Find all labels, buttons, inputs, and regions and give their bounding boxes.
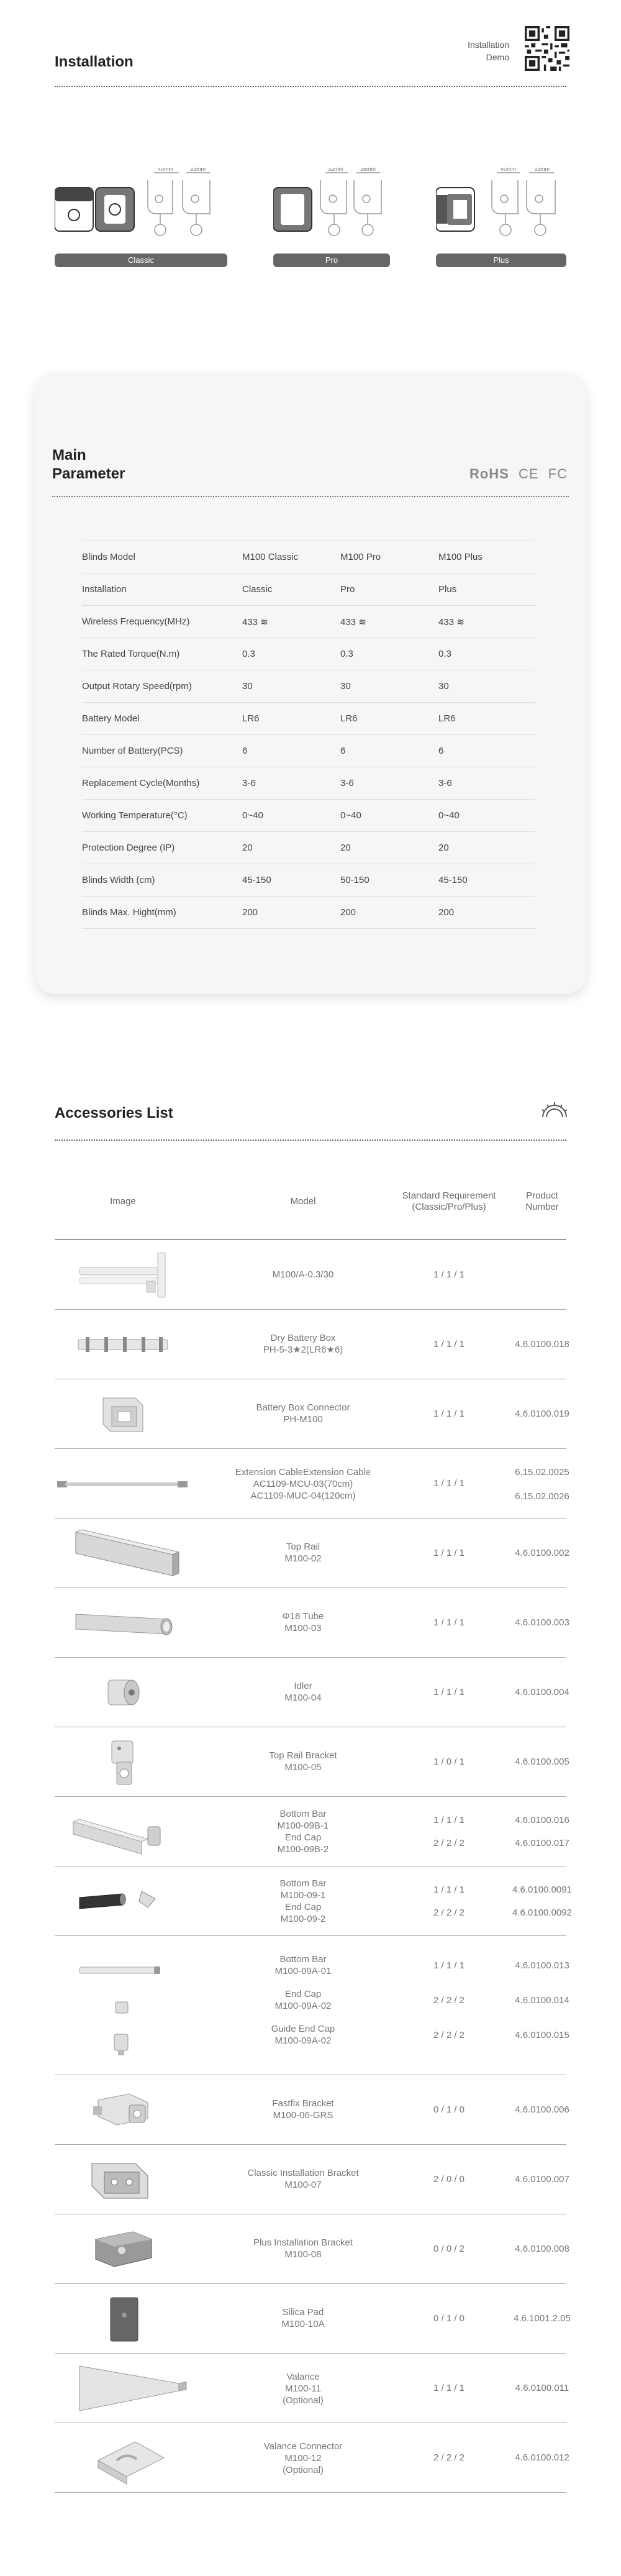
header-image: Image [110,1196,136,1207]
pro-label-bar: Pro [273,253,390,267]
model-cell: Classic Installation Bracket M100-07 [247,2168,359,2190]
standard-cell: 1 / 1 / 1 [433,1617,465,1628]
standard-cell: 0 / 0 / 2 [433,2244,465,2254]
product-number-cell: 4.6.0100.007 [515,2174,569,2185]
standard-cell: 1 / 1 / 1 2 / 2 / 2 [433,1815,465,1848]
standard-cell: 1 / 1 / 1 [433,1478,465,1489]
valance-image [55,2354,191,2423]
model-cell: Bottom Bar M100-09B-1 End Cap M100-09B-2 [277,1809,329,1855]
certification-marks [469,466,568,482]
standard-cell: 1 / 1 / 1 2 / 2 / 2 2 / 2 / 2 [433,1960,465,2040]
model-cell: Top Rail Bracket M100-05 [269,1750,337,1773]
model-cell: Valance Connector M100-12 (Optional) [263,2441,343,2475]
svg-text:32mm: 32mm [328,168,344,172]
table-row [55,1379,569,1449]
pro-bracket-diagram [273,168,390,252]
installation-diagram-plus [436,168,566,267]
model-cell: Top Rail M100-02 [284,1541,322,1564]
sunrise-icon [540,1101,569,1118]
accessories-divider [55,1140,566,1141]
table-row [55,1727,569,1797]
table-row [55,2145,569,2214]
table-row: Replacement Cycle(Months) 3-6 3-6 3-6 [82,767,535,800]
extension-cable-image [55,1449,191,1518]
silica-pad-image [55,2284,191,2353]
accessories-title: Accessories List [55,1105,173,1121]
table-row: The Rated Torque(N.m) 0.3 0.3 0.3 [82,638,535,670]
model-cell: Valance M100-11 (Optional) [283,2372,324,2406]
product-number-cell: 4.6.0100.016 4.6.0100.017 [515,1815,569,1848]
table-row [55,2214,569,2284]
standard-cell: 1 / 1 / 1 [433,2383,465,2393]
accessories-table-header [55,1163,566,1240]
table-row [55,2423,569,2493]
plus-bracket-image [55,2214,191,2283]
ce-mark: CE [518,466,539,482]
standard-cell: 2 / 0 / 0 [433,2174,465,2185]
model-cell: Dry Battery Box PH-5-3★2(LR6★6) [263,1333,343,1355]
model-cell: Battery Box Connector PH-M100 [256,1402,350,1425]
main-parameter-divider [52,496,569,497]
model-cell: M100/A-0.3/30 [272,1269,334,1280]
product-number-cell: 4.6.0100.018 [515,1339,569,1350]
product-number-cell: 4.6.0100.013 4.6.0100.014 4.6.0100.015 [515,1960,569,2040]
product-number-cell: 4.6.0100.002 [515,1548,569,1558]
installation-divider [55,86,566,87]
plus-label-bar: Plus [436,253,566,267]
product-number-cell: 4.6.0100.004 [515,1687,569,1697]
product-number-cell: 4.6.0100.006 [515,2104,569,2115]
installation-demo-label: Installation Demo [468,40,509,62]
rohs-mark: RoHS [469,466,509,482]
table-row [55,2284,571,2354]
table-row [55,1936,569,2075]
header-model: Model [290,1196,316,1207]
table-row: Working Temperature(°C) 0~40 0~40 0~40 [82,800,535,832]
bottom-bar-09-image [55,1866,191,1935]
classic-bracket-diagram [55,168,227,252]
fc-mark: FC [548,466,568,482]
model-cell: Bottom Bar M100-09-1 End Cap M100-09-2 [279,1878,327,1924]
battery-box-image [55,1310,191,1379]
standard-cell: 1 / 1 / 1 [433,1269,465,1280]
standard-cell: 1 / 1 / 1 [433,1548,465,1558]
header-standard: Standard Requirement (Classic/Pro/Plus) [402,1190,496,1212]
parameter-table [82,541,535,929]
table-row: Battery Model LR6 LR6 LR6 [82,703,535,735]
product-number-cell: 4.6.1001.2.05 [514,2313,571,2324]
bottom-bar-09b-image [55,1797,191,1866]
svg-text:40mm: 40mm [501,168,517,172]
accessories-section [0,1069,621,2560]
svg-text:40mm: 40mm [158,168,174,172]
model-cell: Bottom Bar M100-09A-01 End Cap M100-09A-02 Guide End Cap M100-09A-02 [271,1954,335,2046]
main-parameter-title: Main Parameter [52,447,125,482]
standard-cell: 2 / 2 / 2 [433,2452,465,2463]
table-row [55,2354,569,2423]
valance-connector-image [55,2423,191,2492]
standard-cell: 1 / 1 / 1 [433,1409,465,1419]
table-row [55,1449,569,1519]
installation-diagram-classic [55,168,227,267]
table-row: Blinds Width (cm) 45-150 50-150 45-150 [82,864,535,897]
product-number-cell: 4.6.0100.008 [515,2244,569,2254]
table-row [55,1588,569,1658]
product-number-cell: 4.6.0100.0091 4.6.0100.0092 [512,1884,572,1918]
installation-diagram-pro [273,168,390,267]
standard-cell: 1 / 1 / 1 2 / 2 / 2 [433,1884,465,1918]
header-product-number: Product Number [525,1190,559,1212]
product-number-cell: 4.6.0100.011 [515,2383,569,2393]
product-number-cell: 4.6.0100.012 [515,2452,569,2463]
svg-text:33mm: 33mm [190,168,206,172]
table-row: Wireless Frequency(MHz) 433 ≋ 433 ≋ 433 ≋ [82,606,535,638]
product-number-cell: 4.6.0100.003 [515,1617,569,1628]
table-row: Blinds Max. Hight(mm) 200 200 200 [82,897,535,929]
model-cell: Silica Pad M100-10A [281,2307,325,2329]
installation-section [0,0,621,298]
bottom-bar-09a-image [55,1936,191,2075]
product-number-cell: 4.6.0100.019 [515,1409,569,1419]
table-row: Protection Degree (IP) 20 20 20 [82,832,535,864]
fastfix-bracket-image [55,2075,191,2144]
standard-cell: 0 / 1 / 0 [433,2104,465,2115]
top-rail-bracket-image [55,1727,191,1796]
main-parameter-card [35,373,586,994]
model-cell: Fastfix Bracket M100-06-GRS [272,2098,334,2121]
table-row [55,1866,572,1936]
product-number-cell: 6.15.02.0025 6.15.02.0026 [515,1467,569,1502]
model-cell: Idler M100-04 [284,1681,322,1703]
product-number-cell: 4.6.0100.005 [515,1756,569,1767]
top-rail-image [55,1519,191,1587]
table-row [55,1797,569,1866]
table-row: Output Rotary Speed(rpm) 30 30 30 [82,670,535,703]
table-row: Blinds Model M100 Classic M100 Pro M100 Plus [82,541,535,573]
plus-bracket-diagram [436,168,566,252]
table-row: Number of Battery(PCS) 6 6 6 [82,735,535,767]
svg-text:38mm: 38mm [360,168,376,172]
idler-image [55,1658,191,1727]
standard-cell: 1 / 0 / 1 [433,1756,465,1767]
table-row [55,1519,569,1588]
table-row [55,1310,569,1379]
classic-label-bar: Classic [55,253,227,267]
model-cell: Extension CableExtension Cable AC1109-MCU-03(70cm) AC1109-MUC-04(120cm) [235,1467,371,1501]
table-row [55,1240,566,1310]
standard-cell: 1 / 1 / 1 [433,1339,465,1350]
classic-bracket-image [55,2145,191,2214]
standard-cell: 0 / 1 / 0 [433,2313,465,2324]
model-cell: Φ18 Tube M100-03 [282,1611,324,1633]
tube-image [55,1588,191,1657]
battery-connector-image [55,1379,191,1448]
motor-image [55,1240,191,1309]
model-cell: Plus Installation Bracket M100-08 [253,2237,353,2260]
svg-text:33mm: 33mm [534,168,550,172]
qr-code-icon[interactable] [525,26,569,71]
table-row [55,1658,569,1727]
table-row [55,2075,569,2145]
standard-cell: 1 / 1 / 1 [433,1687,465,1697]
installation-title: Installation [55,53,134,70]
table-row: Installation Classic Pro Plus [82,573,535,606]
